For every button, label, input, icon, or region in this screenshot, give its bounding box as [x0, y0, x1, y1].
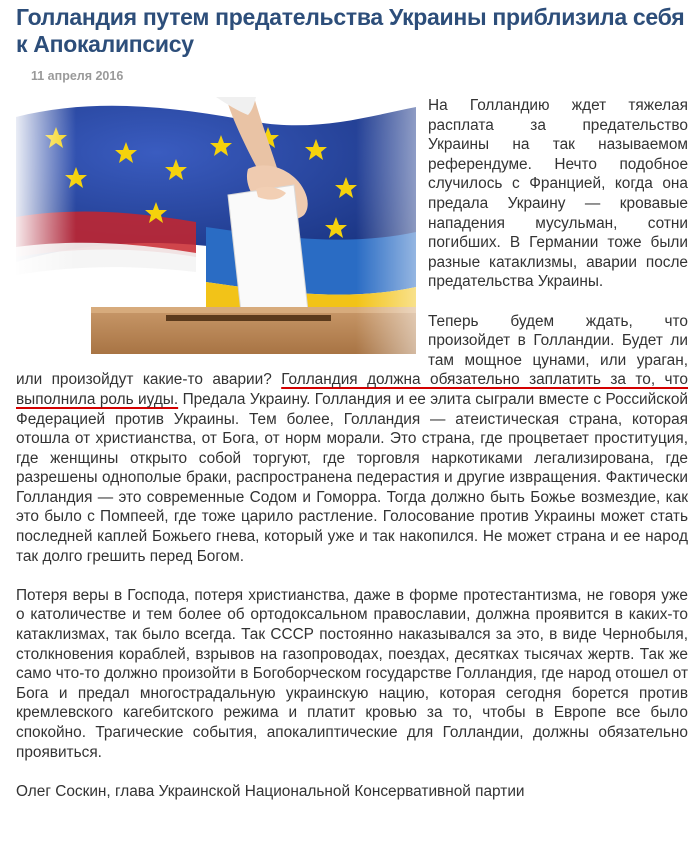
article-body — [16, 96, 688, 821]
article-date: 11 апреля 2016 — [31, 69, 124, 83]
highlighted-quote: Голландия должна обязательно заплатить за то, что выполнила роль иуды. — [16, 371, 688, 408]
author-signature: Олег Соскин, глава Украинской Национальной Консервативной партии — [16, 782, 525, 800]
paragraph-3: Потеря веры в Господа, потеря христианства, даже в форме протестантизма, не говоря уже о католичестве и тем более об ортодоксальном православии, должна проявится в каких-то катаклизмах, так было всегда. Так СССР постоянно наказывался за это, в виде Чернобыля, столкновения кораблей, взрывов на газопроводах, поездах, десятках тысячах жертв. Так же само что-то должно произойти в Богоборческом государстве Голландия, где народ отошел от Бога и предал многострадальную украинскую нацию, которая сегодня борется против кремлевского кагебитского режима и платит кровью за то, чтобы в Европе все было спокойно. Трагические события, апокалиптические для Голландии, должны обязательно проявиться. — [16, 586, 688, 761]
paragraph-2-rest: Предала Украину. Голландия и ее элита сыграли вместе с Российской Федерацией против Украины. Тем более, Голландия — атеистическая страна, которая отошла от христианства, от Бога, от норм морали. Это страна, где процветает проституция, где женщины открыто собой торгуют, где торговля наркотиками легализирована, где разрешены однополые браки, распространена педерастия и другие извращения. Фактически Голландия — это современные Содом и Гоморра. Тогда должно быть Божье возмездие, как это было с Помпеей, где тоже царило растление. Голосование против Украины может стать последней каплей Божьего гнева, который уже и так накопился. Не может страна и ее народ так долго грешить перед Богом. — [16, 390, 688, 565]
paragraph-2-intro: Теперь будем ждать, что произойдет в Голландии. Будет ли там мощное цунами, или ураган, или произойдут какие-то аварии? — [16, 312, 688, 389]
article-title: Голландия путем предательства Украины приблизила себя к Апокалипсису — [16, 4, 685, 57]
paragraph-1: На Голландию ждет тяжелая расплата за предательство Украины на так называемом референдуме. Нечто подобное случилось с Францией, когда она предала Украину — кровавые нападения мусульман, сотни погибших. В Германии тоже были разные катаклизмы, аварии после предательства Украины. — [428, 97, 688, 291]
photo-spacer — [16, 96, 416, 354]
